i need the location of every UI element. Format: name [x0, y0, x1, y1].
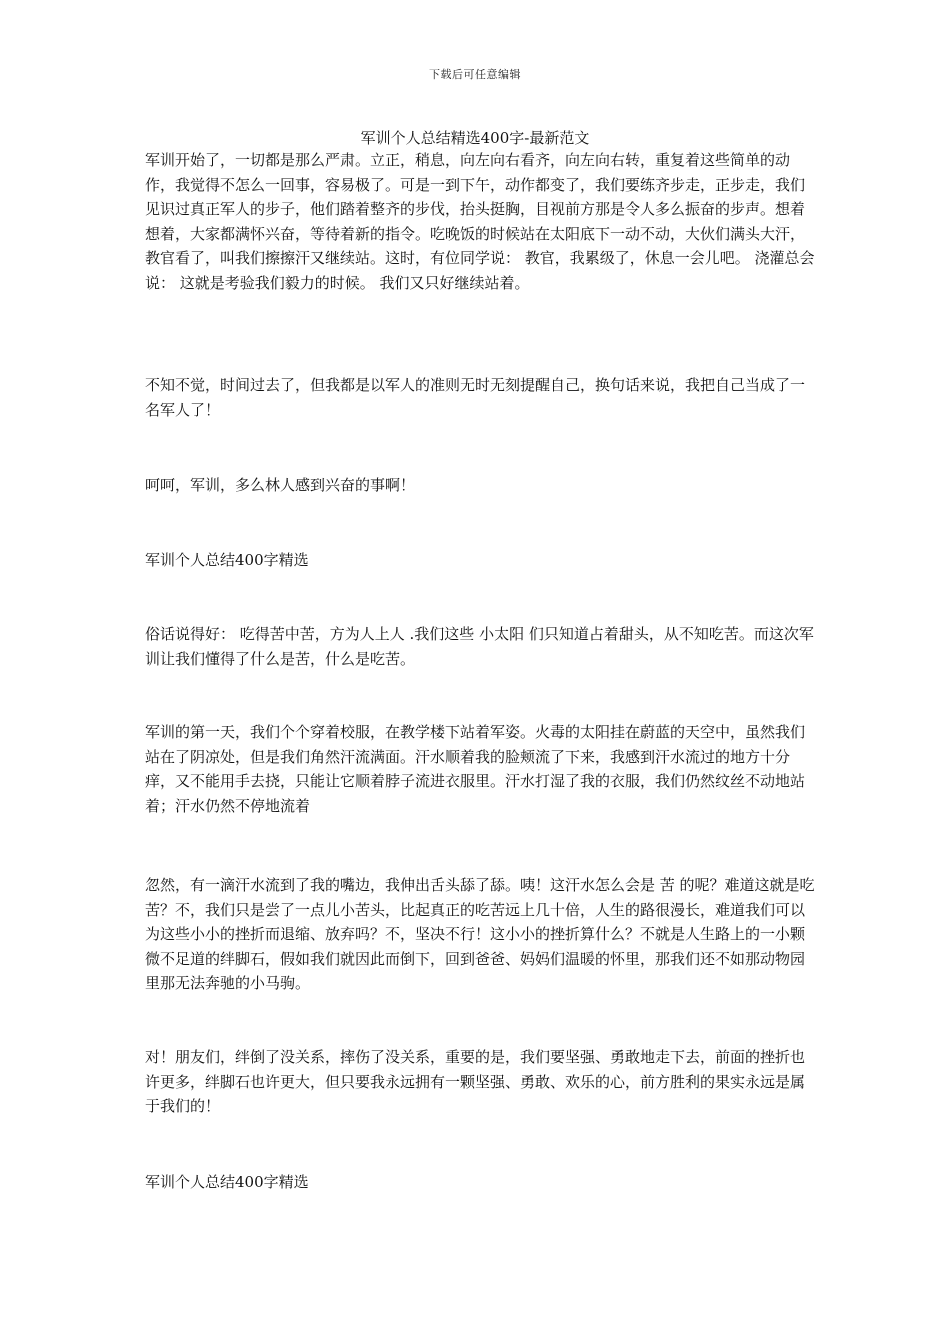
document-title: 军训个人总结精选400字-最新范文 — [360, 129, 590, 147]
section-heading-1: 军训个人总结400字精选 — [145, 551, 309, 569]
paragraph-6: 忽然，有一滴汗水流到了我的嘴边，我伸出舌头舔了舔。咦！这汗水怎么会是 苦 的呢？难道这就是吃苦？不，我们只是尝了一点儿小苦头，比起真正的吃苦远上几十倍，人生的路很漫长，难道我们可以为这些小小的挫折而退缩、放弃吗？不，坚决不行！这小小的挫折算什么？不就是人生路上的一小颗微不足道的绊脚石，假如我们就因此而倒下，回到爸爸、妈妈们温暖的怀里，那我们还不如那动物园里那无法奔驰的小马驹。 — [145, 876, 815, 993]
paragraph-1: 军训开始了，一切都是那么严肃。立正，稍息，向左向右看齐，向左向右转，重复着这些简单的动作，我觉得不怎么一回事，容易极了。可是一到下午，动作都变了，我们要练齐步走，正步走，我们见识过真正军人的步子，他们踏着整齐的步伐，抬头挺胸，目视前方那是令人多么振奋的步声。想着想着，大家都满怀兴奋，等待着新的指令。吃晚饭的时候站在太阳底下一动不动，大伙们满头大汗，教官看了，叫我们擦擦汗又继续站。这时，有位同学说： 教官，我累级了，休息一会儿吧。 浇灌总会说： 这就是考验我们毅力的时候。 我们又只好继续站着。 — [145, 151, 815, 292]
paragraph-7: 对！朋友们，绊倒了没关系，摔伤了没关系，重要的是，我们要坚强、勇敢地走下去，前面的挫折也许更多，绊脚石也许更大，但只要我永远拥有一颗坚强、勇敢、欢乐的心，前方胜利的果实永远是属于我们的！ — [145, 1048, 806, 1116]
paragraph-5: 军训的第一天，我们个个穿着校服，在教学楼下站着军姿。火毒的太阳挂在蔚蓝的天空中，虽然我们站在了阴凉处，但是我们角然汗流满面。汗水顺着我的脸颊流了下来，我感到汗水流过的地方十分痒，又不能用手去挠，只能让它顺着脖子流进衣服里。汗水打湿了我的衣服，我们仍然纹丝不动地站着；汗水仍然不停地流着 — [145, 723, 806, 815]
paragraph-2: 不知不觉，时间过去了，但我都是以军人的准则无时无刻提醒自己，换句话来说，我把自己当成了一名军人了！ — [145, 376, 806, 419]
paragraph-3: 呵呵，军训，多么林人感到兴奋的事啊！ — [145, 476, 416, 494]
section-heading-2: 军训个人总结400字精选 — [145, 1173, 309, 1191]
paragraph-4: 俗话说得好： 吃得苦中苦，方为人上人 .我们这些 小太阳 们只知道占着甜头，从不知吃苦。而这次军训让我们懂得了什么是苦，什么是吃苦。 — [145, 625, 814, 668]
header-note: 下载后可任意编辑 — [429, 68, 521, 81]
